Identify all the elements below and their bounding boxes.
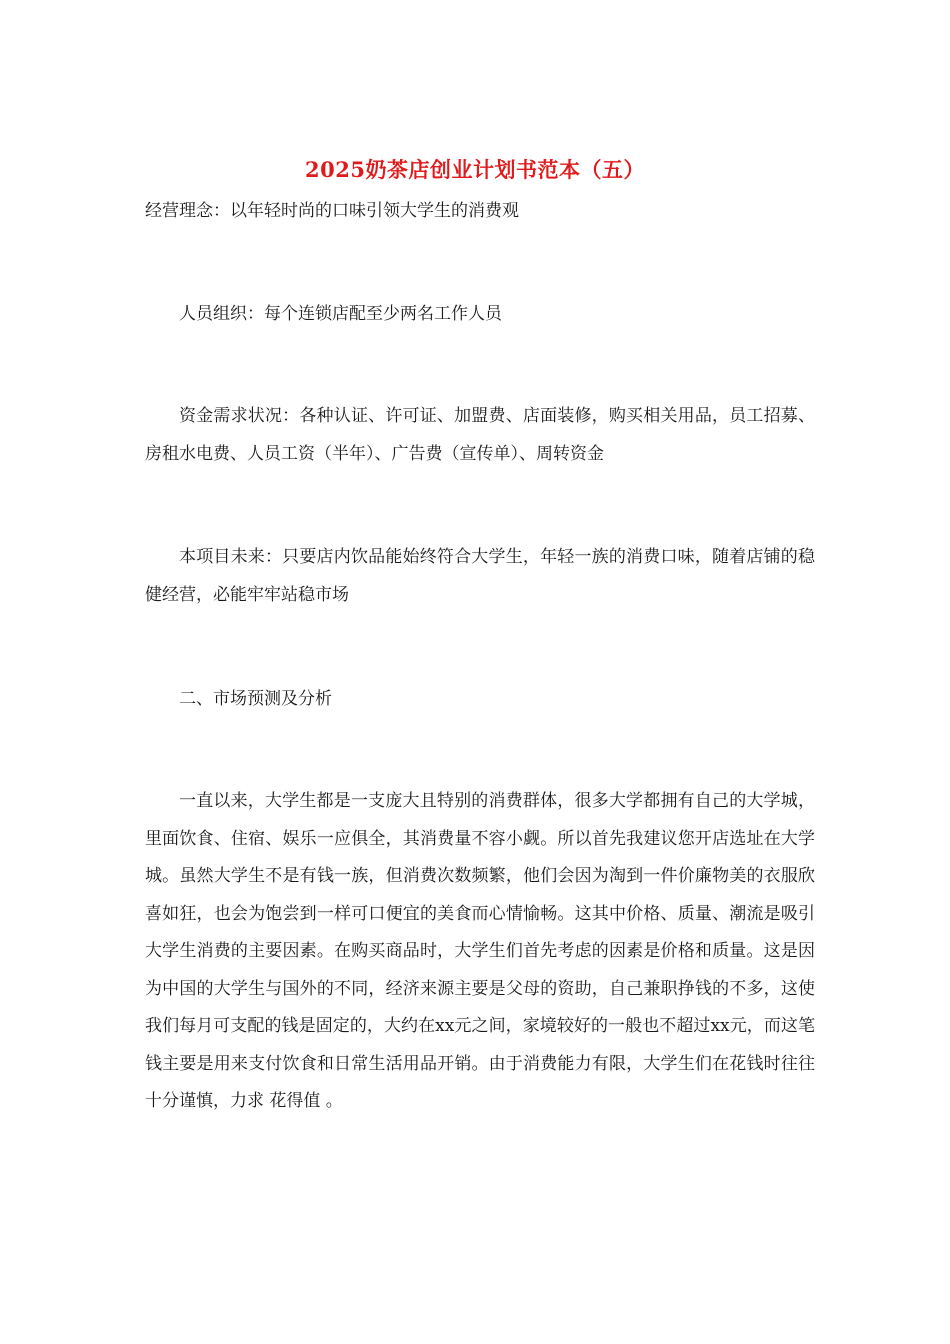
section-heading-market-analysis: 二、市场预测及分析: [179, 689, 332, 709]
staffing-paragraph: 人员组织：每个连锁店配至少两名工作人员: [179, 304, 502, 324]
business-philosophy: 经营理念：以年轻时尚的口味引领大学生的消费观: [145, 201, 519, 221]
funding-paragraph: 资金需求状况：各种认证、许可证、加盟费、店面装修，购买相关用品，员工招募、房租水电费、人员工资（半年）、广告费（宣传单）、周转资金: [145, 406, 815, 464]
market-analysis-paragraph: 一直以来，大学生都是一支庞大且特别的消费群体，很多大学都拥有自己的大学城，里面饮食、住宿、娱乐一应俱全，其消费量不容小觑。所以首先我建议您开店选址在大学城。虽然大学生不是有钱一族，但消费次数频繁，他们会因为淘到一件价廉物美的衣服欣喜如狂，也会为饱尝到一样可口便宜的美食而心情愉畅。这其中价格、质量、潮流是吸引大学生消费的主要因素。在购买商品时，大学生们首先考虑的因素是价格和质量。这是因为中国的大学生与国外的不同，经济来源主要是父母的资助，自己兼职挣钱的不多，这使我们每月可支配的钱是固定的，大约在xx元之间，家境较好的一般也不超过xx元，而这笔钱主要是用来支付饮食和日常生活用品开销。由于消费能力有限，大学生们在花钱时往往十分谨慎，力求 花得值 。: [145, 791, 815, 1111]
project-future-paragraph: 本项目未来：只要店内饮品能始终符合大学生，年轻一族的消费口味，随着店铺的稳健经营，必能牢牢站稳市场: [145, 547, 815, 605]
document-title: 2025奶茶店创业计划书范本（五）: [305, 157, 645, 182]
